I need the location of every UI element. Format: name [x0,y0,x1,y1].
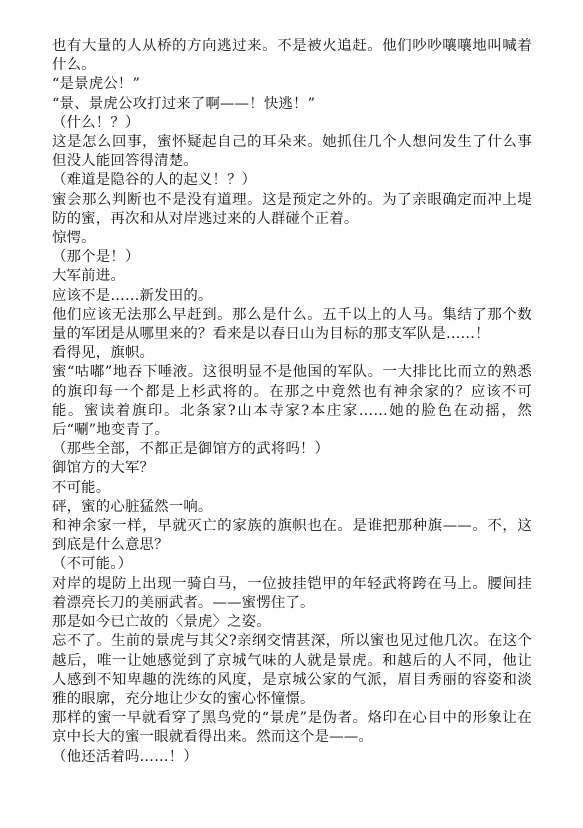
paragraph-4: （什么！？） [52,114,140,131]
paragraph-12: 他们应该无法那么早赶到。那么是什么。五千以上的人马。集结了那个数量的军团是从哪里来的？看来是以春日山为目标的那支军队是……！ [52,306,532,343]
paragraph-11: 应该不是……新发田的。 [52,287,213,304]
paragraph-23: 忘不了。生前的景虎与其父?亲纲交情甚深，所以蜜也见过他几次。在这个越后，唯一让她感觉到了京城气味的人就是景虎。和越后的人不同，他让人感到不知卑趣的洗练的风度，是京城公家的气派，眉目秀丽的容姿和淡雅的眼廓，充分地让少女的蜜心怀憧憬。 [52,633,532,707]
paragraph-9: （那个是！） [52,249,140,266]
paragraph-10: 大军前进。 [52,268,125,285]
paragraph-16: 御馆方的大军？ [52,460,155,477]
paragraph-18: 砰，蜜的心脏猛然一响。 [52,498,213,515]
paragraph-25: （他还活着吗……！） [52,748,198,765]
paragraph-2: “是景虎公！” [52,76,141,93]
paragraph-1: 也有大量的人从桥的方向逃过来。不是被火追赶。他们吵吵嚷嚷地叫喊着什么。 [52,38,532,74]
paragraph-3: “景、景虎公攻打过来了啊——！快逃！” [52,95,316,112]
paragraph-6: （难道是隐谷的人的起义！？） [52,172,257,189]
paragraph-20: （不可能。） [52,556,133,573]
paragraph-14: 蜜“咕嘟”地吞下唾液。这很明显不是他国的军队。一大排比比而立的熟悉的旗印每一个都是上杉武将的。在那之中竟然也有神余家的？应该不可能。蜜读着旗印。北条家?山本寺家?本庄家……她的脸色在动摇，然后“唰”地变青了。 [52,364,532,439]
paragraph-24: 那样的蜜一早就看穿了黑鸟党的“景虎”是伪者。烙印在心目中的形象让在京中长大的蜜一眼就看得出来。然而这个是——。 [52,710,532,746]
paragraph-8: 惊愕。 [52,230,96,247]
paragraph-7: 蜜会那么判断也不是没有道理。这是预定之外的。为了亲眼确定而冲上堤防的蜜，再次和从对岸逃过来的人群碰个正着。 [52,191,532,227]
paragraph-15: （那些全部，不都正是御馆方的武将吗！） [52,441,330,458]
paragraph-22: 那是如今已亡故的〈景虎〉之姿。 [52,614,271,631]
paragraph-13: 看得见，旗帜。 [52,345,155,362]
paragraph-17: 不可能。 [52,479,111,496]
paragraph-19: 和神余家一样，早就灭亡的家族的旗帜也在。是谁把那种旗——。不，这到底是什么意思？ [52,518,532,554]
paragraph-5: 这是怎么回事，蜜怀疑起自己的耳朵来。她抓住几个人想问发生了什么事但没人能回答得清楚。 [52,134,532,170]
paragraph-21: 对岸的堤防上出现一骑白马，一位披挂铠甲的年轻武将跨在马上。腰间挂着漂亮长刀的美丽武者。——蜜愣住了。 [52,575,532,611]
document-page [52,37,532,767]
